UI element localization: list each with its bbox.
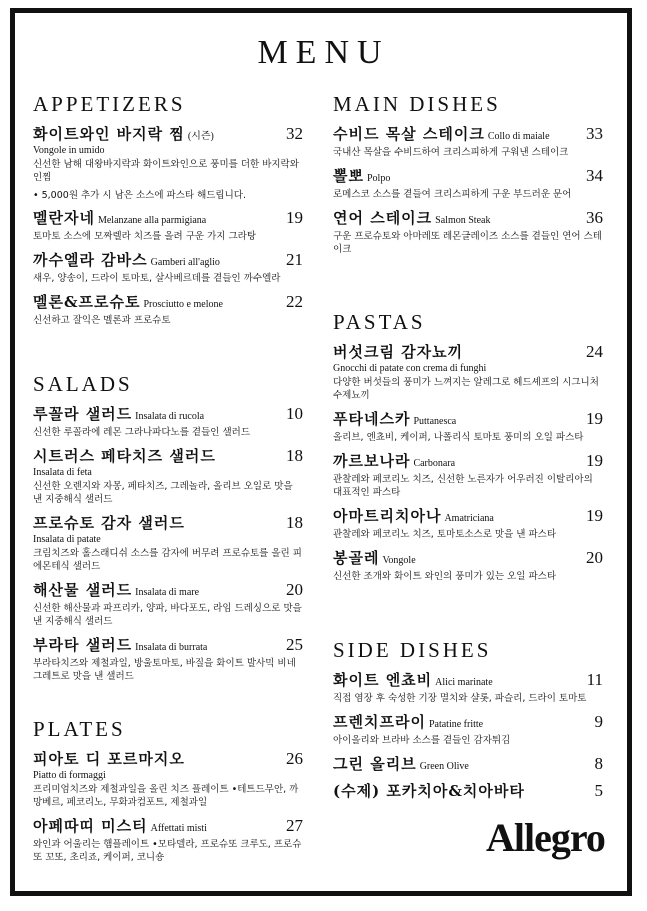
- menu-item-row: [33, 403, 303, 424]
- menu-item-row: [33, 249, 303, 270]
- menu-item-row: [333, 505, 603, 526]
- item-price: 21: [286, 250, 303, 269]
- item-price: 19: [586, 451, 603, 470]
- menu-item: [33, 123, 303, 201]
- item-name-it: Insalata di mare: [135, 587, 200, 598]
- section-plates: [33, 717, 303, 864]
- menu-item-row: [333, 753, 603, 774]
- menu-item: [33, 815, 303, 864]
- item-name-ko: 뽈뽀: [333, 167, 364, 185]
- item-description: 아이올리와 브라바 소스를 곁들인 감자튀김: [333, 735, 511, 746]
- menu-item-row: [33, 291, 303, 312]
- item-price: 26: [286, 749, 303, 768]
- menu-item-row: [333, 341, 603, 362]
- item-name-ko: 봉골레: [333, 549, 380, 567]
- item-italian-name: Insalata di patate: [33, 534, 101, 545]
- menu-item-row: [333, 207, 603, 228]
- item-name-it: Insalata di rucola: [135, 411, 205, 422]
- item-name: [333, 408, 456, 429]
- menu-title: MENU: [257, 34, 390, 71]
- menu-item: [33, 748, 303, 809]
- item-description: 관찰레와 페코리노 치즈, 토마토소스로 맛을 낸 파스타: [333, 529, 557, 540]
- item-description: 부라타치즈와 제철과일, 방울토마토, 바질을 화이트 발사믹 비네그레트로 맛을 낸 샐러드: [33, 658, 296, 682]
- menu-item-row: [33, 123, 303, 144]
- item-description: 직접 염장 후 숙성한 기장 멸치와 샬롯, 파슬리, 드라이 토마토: [333, 693, 587, 704]
- section-title: MAIN DISHES: [333, 92, 501, 116]
- menu-item: [333, 780, 603, 801]
- item-name-it: Amatriciana: [444, 513, 494, 524]
- item-description: 와인과 어울리는 햄플레이트 •모타델라, 프로슈또 크루도, 프로슈또 꼬또, 초리죠, 케이퍼, 코니숑: [33, 839, 302, 863]
- item-name-ko: 피아토 디 포르마지오: [33, 750, 185, 768]
- menu-item-row: [333, 165, 603, 186]
- item-name: [33, 207, 206, 228]
- item-name-it: Gamberi all'aglio: [150, 257, 220, 268]
- menu-item: [333, 711, 603, 747]
- menu-item: [333, 669, 603, 705]
- menu-item: [33, 249, 303, 285]
- item-italian-name: Vongole in umido: [33, 145, 105, 156]
- item-description: 신선한 남해 대왕바지락과 화이트와인으로 풍미를 더한 바지락와인찜: [33, 159, 299, 183]
- item-description: 신선한 조개와 화이트 와인의 풍미가 있는 오일 파스타: [333, 571, 557, 582]
- menu-item-row: [333, 547, 603, 568]
- menu-item: [33, 634, 303, 683]
- item-description: 크림치즈와 홀스래디쉬 소스를 감자에 버무려 프로슈토를 올린 피에몬테식 샐러드: [33, 548, 302, 572]
- section-title: SALADS: [33, 372, 133, 396]
- item-name-it: Melanzane alla parmigiana: [97, 215, 207, 226]
- item-description: 구운 프로슈토와 아마레또 레몬글레이즈 소스를 곁들인 연어 스테이크: [333, 231, 602, 255]
- menu-item: [333, 165, 603, 201]
- item-name: [333, 505, 494, 526]
- item-name-ko: 까수엘라 감바스: [33, 251, 148, 269]
- item-price: 5: [594, 781, 603, 800]
- item-name-ko: 수비드 목살 스테이크: [333, 125, 485, 143]
- item-italian-name: Insalata di feta: [33, 467, 92, 478]
- item-name-ko: (수제) 포카치아&치아바타: [333, 782, 525, 800]
- allegro-logo: Allegro: [486, 815, 605, 860]
- menu-item-row: [333, 450, 603, 471]
- item-price: 8: [594, 754, 603, 773]
- item-name-it: Patatine fritte: [428, 719, 484, 730]
- section-appetizers: [33, 92, 303, 327]
- item-name: [33, 123, 214, 144]
- item-name: [333, 547, 416, 568]
- menu-item: [33, 579, 303, 628]
- menu-item: [333, 341, 603, 402]
- menu-item-row: [33, 579, 303, 600]
- section-side-dishes: [333, 638, 603, 801]
- item-name-ko: 아마트리치아나: [333, 507, 442, 525]
- item-name-ko: 프로슈토 감자 샐러드: [33, 514, 185, 532]
- item-name: [33, 579, 199, 600]
- item-price: 34: [586, 166, 603, 185]
- item-name-ko: 연어 스테이크: [333, 209, 433, 227]
- menu-item: [333, 450, 603, 499]
- item-description: 관찰레와 페코리노 치즈, 신선한 노른자가 어우러진 이탈리아의 대표적인 파스타: [333, 474, 593, 498]
- section-title: PLATES: [33, 717, 126, 741]
- item-name: [333, 753, 469, 774]
- item-name: [33, 403, 204, 424]
- item-name-ko: 해산물 샐러드: [33, 581, 133, 599]
- item-name: [33, 748, 185, 769]
- item-name: [333, 669, 493, 690]
- section-main-dishes: [333, 92, 603, 256]
- item-name: [333, 165, 390, 186]
- item-name-ko: 아페따띠 미스티: [33, 817, 148, 835]
- menu-item: [333, 207, 603, 256]
- menu-item: [33, 403, 303, 439]
- item-name: [33, 445, 216, 466]
- item-name-ko: 버섯크림 감자뇨끼: [333, 343, 464, 361]
- menu-item: [33, 291, 303, 327]
- item-price: 20: [586, 548, 603, 567]
- item-italian-name: Gnocchi di patate con crema di funghi: [333, 363, 487, 374]
- menu-item: [333, 547, 603, 583]
- item-price: 9: [594, 712, 603, 731]
- section-title: PASTAS: [333, 310, 426, 334]
- item-name: [333, 711, 483, 732]
- item-name-it: (시즌): [187, 131, 214, 142]
- item-note: • 5,000원 추가 시 남은 소스에 파스타 해드립니다.: [33, 190, 246, 201]
- item-price: 22: [286, 292, 303, 311]
- item-name: [33, 291, 223, 312]
- menu-item-row: [33, 634, 303, 655]
- item-name-it: Polpo: [366, 173, 391, 184]
- item-name-ko: 화이트와인 바지락 찜: [33, 125, 185, 143]
- menu-item-row: [333, 711, 603, 732]
- menu-item: [33, 512, 303, 573]
- item-name: [33, 634, 207, 655]
- item-name-ko: 루꼴라 샐러드: [33, 405, 133, 423]
- item-name-ko: 멜론&프로슈토: [33, 293, 141, 311]
- item-name-it: Affettati misti: [150, 823, 207, 834]
- item-description: 토마토 소스에 모짜렐라 치즈를 올려 구운 가지 그라탕: [33, 231, 257, 242]
- menu-item: [33, 445, 303, 506]
- item-price: 20: [286, 580, 303, 599]
- menu-item-row: [33, 445, 303, 466]
- item-italian-name: Piatto di formaggi: [33, 770, 106, 781]
- item-name: [333, 207, 490, 228]
- item-name-it: Puttanesca: [413, 416, 457, 427]
- item-description: 새우, 양송이, 드라이 토마토, 살사베르데를 곁들인 까수엘라: [33, 273, 281, 284]
- item-price: 19: [286, 208, 303, 227]
- item-description: 신선한 해산물과 파프리카, 양파, 바다포도, 라임 드레싱으로 맛을 낸 지중해식 샐러드: [33, 603, 302, 627]
- menu-item: [333, 753, 603, 774]
- menu-item-row: [33, 748, 303, 769]
- section-pastas: [333, 310, 603, 583]
- item-name-it: Carbonara: [413, 458, 456, 469]
- item-price: 11: [586, 670, 603, 689]
- item-name-it: Collo di maiale: [487, 131, 550, 142]
- item-price: 24: [586, 342, 603, 361]
- item-name-it: Vongole: [382, 555, 416, 566]
- item-description: 로메스코 소스를 곁들여 크리스피하게 구운 부드러운 문어: [333, 189, 572, 200]
- menu-item-row: [33, 207, 303, 228]
- item-description: 올리브, 엔쵸비, 케이퍼, 나폴리식 토마토 풍미의 오일 파스타: [333, 432, 584, 443]
- item-price: 32: [286, 124, 303, 143]
- item-name-it: Alici marinate: [435, 677, 493, 688]
- item-name: [33, 512, 185, 533]
- item-name: [33, 249, 220, 270]
- item-description: 국내산 목살을 수비드하여 크리스피하게 구워낸 스테이크: [333, 147, 569, 158]
- item-name-ko: 부라타 샐러드: [33, 636, 133, 654]
- item-price: 18: [286, 513, 303, 532]
- item-description: 신선하고 잘익은 멜론과 프로슈토: [33, 315, 171, 326]
- menu-item: [333, 123, 603, 159]
- item-name-ko: 화이트 엔쵸비: [333, 671, 433, 689]
- item-description: 다양한 버섯들의 풍미가 느껴지는 알레그로 헤드셰프의 시그니처 수제뇨끼: [333, 377, 599, 401]
- item-name: [333, 450, 455, 471]
- item-name-ko: 멜란자네: [33, 209, 95, 227]
- item-price: 25: [286, 635, 303, 654]
- item-name-it: Green Olive: [419, 761, 469, 772]
- menu-item-row: [33, 815, 303, 836]
- menu-item-row: [333, 669, 603, 690]
- item-name-ko: 까르보나라: [333, 452, 411, 470]
- item-name-ko: 시트러스 페타치즈 샐러드: [33, 447, 216, 465]
- section-title: APPETIZERS: [33, 92, 186, 116]
- item-price: 10: [286, 404, 303, 423]
- item-price: 19: [586, 409, 603, 428]
- item-name: [333, 123, 550, 144]
- item-price: 36: [586, 208, 603, 227]
- item-price: 33: [586, 124, 603, 143]
- item-price: 27: [286, 816, 303, 835]
- menu-item-row: [333, 123, 603, 144]
- section-title: SIDE DISHES: [333, 638, 492, 662]
- section-salads: [33, 372, 303, 683]
- item-name: [333, 780, 525, 801]
- item-name: [333, 341, 463, 362]
- menu-item: [33, 207, 303, 243]
- item-name-it: Salmon Steak: [435, 215, 491, 226]
- item-price: 18: [286, 446, 303, 465]
- menu-item: [333, 408, 603, 444]
- item-description: 신선한 루꼴라에 레몬 그라나파다노를 곁들인 샐러드: [33, 427, 250, 438]
- item-description: 신선한 오렌지와 자몽, 페타치즈, 그레놀라, 올리브 오일로 맛을 낸 지중해식 샐러드: [33, 481, 293, 505]
- item-name-it: Insalata di burrata: [135, 642, 208, 653]
- menu-item-row: [33, 512, 303, 533]
- item-name-it: Prosciutto e melone: [143, 299, 223, 310]
- menu-item-row: [333, 780, 603, 801]
- item-name-ko: 푸타네스카: [333, 410, 411, 428]
- item-name-ko: 그린 올리브: [333, 755, 417, 773]
- item-name-ko: 프렌치프라이: [333, 713, 426, 731]
- menu-item: [333, 505, 603, 541]
- item-name: [33, 815, 207, 836]
- item-description: 프리미엄치즈와 제철과일을 올린 치즈 플레이트 •테트드무안, 까망베르, 페코리노, 무화과컴포트, 제철과일: [33, 784, 299, 808]
- item-price: 19: [586, 506, 603, 525]
- menu-item-row: [333, 408, 603, 429]
